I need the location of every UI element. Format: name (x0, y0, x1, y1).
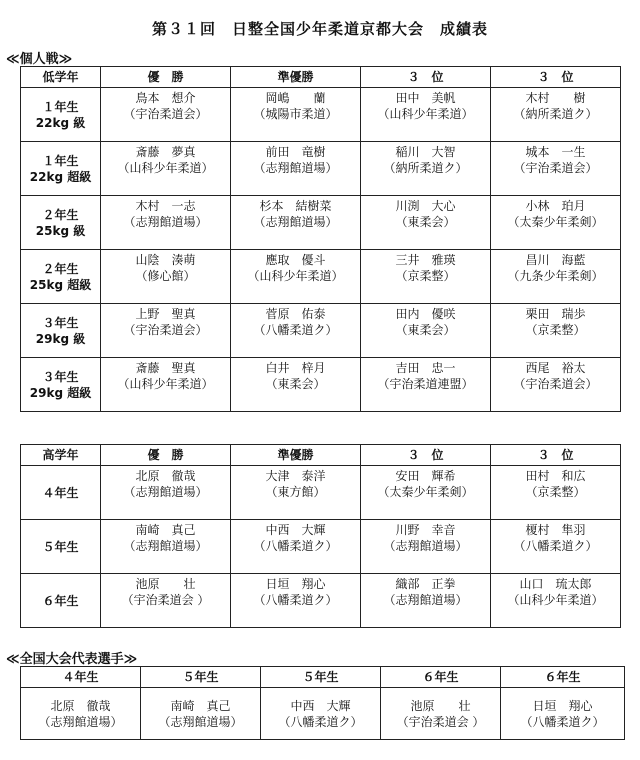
result-cell (491, 358, 621, 412)
club-name: （京柔整） (525, 323, 586, 337)
athlete-name: 白井 梓月 (265, 361, 326, 375)
club-name: （八幡柔道ク） (513, 539, 598, 553)
club-name: （九条少年柔剣） (507, 269, 604, 283)
club-name: （山科少年柔道） (247, 269, 344, 283)
club-name: （東柔会） (265, 377, 326, 391)
athlete-name: 西尾 裕太 (525, 361, 586, 375)
grade-label: ５年生 (42, 539, 79, 554)
club-name: （山科少年柔道） (507, 593, 604, 607)
athlete-name: 岡嶋 蘭 (265, 91, 326, 105)
header-grade: ６年生 (381, 667, 501, 688)
club-name: （東柔会） (395, 323, 456, 337)
athlete-name: 木村 一志 (135, 199, 196, 213)
table-header-row (21, 445, 621, 466)
header-grade: 高学年 (21, 445, 101, 466)
club-name: （東柔会） (395, 215, 456, 229)
grade-cell (21, 304, 101, 358)
result-cell (361, 358, 491, 412)
athlete-name: 北原 徹哉 (50, 698, 111, 713)
athlete-name: 川野 幸音 (395, 523, 456, 537)
club-name: （山科少年柔道） (117, 377, 214, 391)
athlete-name: 川渕 大心 (395, 199, 456, 213)
club-name: （宇治柔道連盟） (377, 377, 474, 391)
table-row (21, 142, 621, 196)
result-cell (361, 304, 491, 358)
athlete-name: 鳥本 想介 (135, 91, 196, 105)
club-name: （志翔館道場） (123, 485, 208, 499)
result-cell (101, 520, 231, 574)
athlete-name: 木村 樹 (525, 91, 586, 105)
club-name: （京柔整） (395, 269, 456, 283)
athlete-name: 菅原 佑泰 (265, 307, 326, 321)
athlete-name: 日垣 翔心 (265, 577, 326, 591)
grade-cell (21, 466, 101, 520)
club-name: （八幡柔道ク） (253, 323, 338, 337)
club-name: （山科少年柔道） (117, 161, 214, 175)
club-name: （山科少年柔道） (377, 107, 474, 121)
result-cell (491, 142, 621, 196)
athlete-name: 城本 一生 (525, 145, 586, 159)
athlete-name: 中西 大輝 (290, 698, 351, 713)
weight-class-label: 29kg 超級 (29, 385, 92, 400)
club-name: （志翔館道場） (383, 539, 468, 553)
athlete-name: 北原 徹哉 (135, 469, 196, 483)
grade-cell (21, 250, 101, 304)
club-name: （志翔館道場） (38, 714, 123, 729)
header-grade: ４年生 (21, 667, 141, 688)
header-grade: 低学年 (21, 67, 101, 88)
low-grade-table (20, 66, 621, 412)
athlete-name: 杉本 結樹菜 (259, 199, 332, 213)
header-third: ３ 位 (491, 67, 621, 88)
section-individual-label: ≪個人戦≫ (6, 52, 73, 67)
result-cell (231, 196, 361, 250)
weight-class-label: 25kg 級 (35, 223, 86, 238)
club-name: （宇治柔道会 ） (396, 714, 485, 729)
athlete-name: 大津 泰洋 (265, 469, 326, 483)
club-name: （城陽市柔道） (253, 107, 338, 121)
athlete-name: 榎村 隼羽 (525, 523, 586, 537)
result-cell (231, 304, 361, 358)
club-name: （宇治柔道会） (513, 377, 598, 391)
result-cell (101, 88, 231, 142)
result-cell (231, 142, 361, 196)
athlete-name: 應取 優斗 (265, 253, 326, 267)
result-cell (101, 196, 231, 250)
table-row (21, 574, 621, 628)
result-cell (491, 304, 621, 358)
club-name: （宇治柔道会） (123, 323, 208, 337)
result-cell (231, 250, 361, 304)
club-name: （志翔館道場） (123, 215, 208, 229)
athlete-name: 前田 竜樹 (265, 145, 326, 159)
weight-class-label: 22kg 超級 (29, 169, 92, 184)
result-cell (361, 196, 491, 250)
result-cell (361, 574, 491, 628)
grade-cell (21, 142, 101, 196)
page-title: 第３１回 日整全国少年柔道京都大会 成績表 (151, 20, 488, 38)
result-cell (361, 466, 491, 520)
athlete-name: 中西 大輝 (265, 523, 326, 537)
header-grade: ６年生 (501, 667, 625, 688)
result-cell (101, 304, 231, 358)
grade-cell (21, 574, 101, 628)
table-row (21, 196, 621, 250)
athlete-name: 山口 琉太郎 (519, 577, 592, 591)
representative-cell (261, 688, 381, 740)
table-row (21, 250, 621, 304)
club-name: （東方館） (265, 485, 326, 499)
club-name: （宇治柔道会） (513, 161, 598, 175)
club-name: （宇治柔道会） (123, 107, 208, 121)
athlete-name: 日垣 翔心 (532, 698, 593, 713)
grade-label: １年生 (42, 153, 79, 168)
athlete-name: 田村 和広 (525, 469, 586, 483)
weight-class-label: 22kg 級 (35, 115, 86, 130)
club-name: （八幡柔道ク） (520, 714, 605, 729)
club-name: （八幡柔道ク） (253, 593, 338, 607)
club-name: （八幡柔道ク） (253, 539, 338, 553)
header-winner: 優 勝 (101, 67, 231, 88)
table-row (21, 520, 621, 574)
header-third: ３ 位 (361, 445, 491, 466)
representative-cell (21, 688, 141, 740)
grade-cell (21, 196, 101, 250)
representative-cell (141, 688, 261, 740)
athlete-name: 吉田 忠一 (395, 361, 456, 375)
result-cell (361, 250, 491, 304)
athlete-name: 田中 美帆 (395, 91, 456, 105)
grade-label: ２年生 (42, 261, 79, 276)
athlete-name: 栗田 瑞歩 (525, 307, 586, 321)
result-cell (491, 466, 621, 520)
high-grade-table (20, 444, 621, 628)
grade-label: ４年生 (42, 485, 79, 500)
result-cell (491, 196, 621, 250)
grade-label: ２年生 (42, 207, 79, 222)
table-header-row (21, 667, 625, 688)
athlete-name: 池原 壮 (135, 577, 196, 591)
club-name: （志翔館道場） (383, 593, 468, 607)
section-national-label: ≪全国大会代表選手≫ (6, 652, 138, 667)
grade-label: １年生 (42, 99, 79, 114)
athlete-name: 小林 珀月 (525, 199, 586, 213)
club-name: （納所柔道ク） (383, 161, 468, 175)
athlete-name: 斎藤 聖真 (135, 361, 196, 375)
result-cell (361, 88, 491, 142)
result-cell (231, 574, 361, 628)
table-row (21, 88, 621, 142)
result-cell (101, 358, 231, 412)
athlete-name: 南崎 真己 (170, 698, 231, 713)
table-row (21, 688, 625, 740)
weight-class-label: 25kg 超級 (29, 277, 92, 292)
table-header-row (21, 67, 621, 88)
club-name: （志翔館道場） (158, 714, 243, 729)
result-cell (491, 88, 621, 142)
athlete-name: 山陰 湊萌 (135, 253, 196, 267)
header-grade: ５年生 (261, 667, 381, 688)
club-name: （志翔館道場） (253, 161, 338, 175)
result-cell (231, 88, 361, 142)
result-cell (101, 574, 231, 628)
club-name: （京柔整） (525, 485, 586, 499)
club-name: （修心館） (135, 269, 196, 283)
club-name: （納所柔道ク） (513, 107, 598, 121)
athlete-name: 南崎 真己 (135, 523, 196, 537)
club-name: （太秦少年柔剣） (507, 215, 604, 229)
athlete-name: 織部 正拳 (395, 577, 456, 591)
grade-label: ３年生 (42, 315, 79, 330)
club-name: （太秦少年柔剣） (377, 485, 474, 499)
result-cell (231, 520, 361, 574)
result-cell (361, 142, 491, 196)
result-cell (101, 466, 231, 520)
grade-cell (21, 520, 101, 574)
header-third: ３ 位 (361, 67, 491, 88)
grade-cell (21, 358, 101, 412)
athlete-name: 斎藤 夢真 (135, 145, 196, 159)
result-cell (491, 250, 621, 304)
grade-cell (21, 88, 101, 142)
weight-class-label: 29kg 級 (35, 331, 86, 346)
header-runner-up: 準優勝 (231, 445, 361, 466)
club-name: （八幡柔道ク） (278, 714, 363, 729)
athlete-name: 安田 輝希 (395, 469, 456, 483)
representative-cell (501, 688, 625, 740)
national-representatives-table (20, 666, 625, 740)
grade-label: ３年生 (42, 369, 79, 384)
athlete-name: 池原 壮 (410, 698, 471, 713)
athlete-name: 稲川 大智 (395, 145, 456, 159)
header-runner-up: 準優勝 (231, 67, 361, 88)
result-cell (231, 358, 361, 412)
result-cell (101, 250, 231, 304)
result-cell (101, 142, 231, 196)
athlete-name: 上野 聖真 (135, 307, 196, 321)
grade-label: ６年生 (42, 593, 79, 608)
athlete-name: 田内 優咲 (395, 307, 456, 321)
header-winner: 優 勝 (101, 445, 231, 466)
club-name: （宇治柔道会 ） (121, 593, 210, 607)
header-third: ３ 位 (491, 445, 621, 466)
club-name: （志翔館道場） (253, 215, 338, 229)
club-name: （志翔館道場） (123, 539, 208, 553)
result-cell (491, 574, 621, 628)
result-cell (491, 520, 621, 574)
athlete-name: 三井 雅瑛 (395, 253, 456, 267)
table-row (21, 358, 621, 412)
header-grade: ５年生 (141, 667, 261, 688)
result-cell (361, 520, 491, 574)
table-row (21, 466, 621, 520)
table-row (21, 304, 621, 358)
athlete-name: 昌川 海藍 (525, 253, 586, 267)
representative-cell (381, 688, 501, 740)
result-cell (231, 466, 361, 520)
